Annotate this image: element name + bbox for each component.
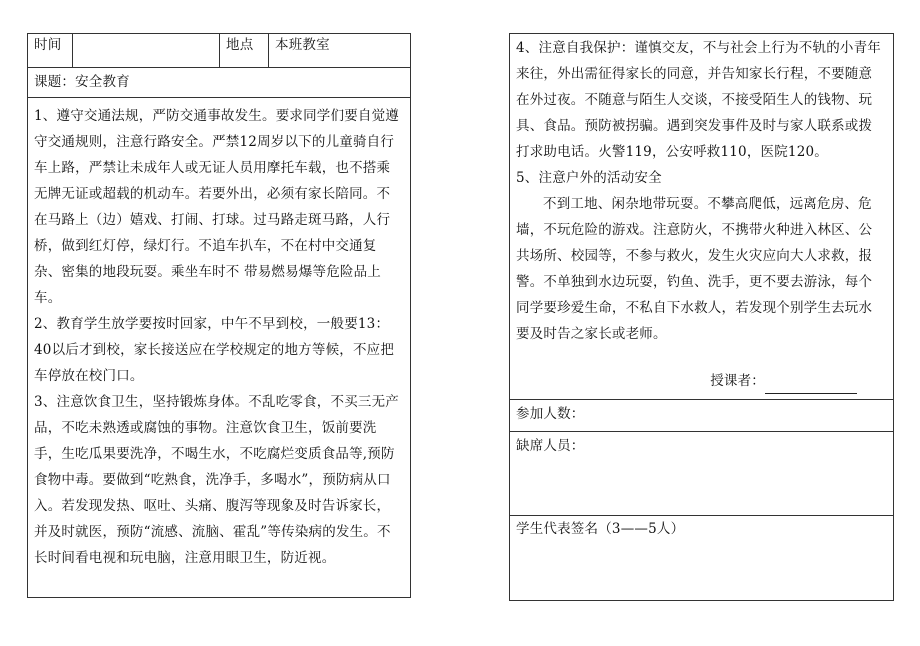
paragraph-outdoor-body: 不到工地、闲杂地带玩耍。不攀高爬低，远离危房、危墙，不玩危险的游戏。注意防火，不携带火种进入林区、公共场所、校园等，不参与救火，发生火灾应向大人求救，报警。不单独到水边玩耍，钓鱼、洗手，更不要去游泳，每个同学要珍爱生命，不私自下水救人，若发现个别学生去玩水要及时告之家长或老师。 (516, 196, 873, 342)
absent-label: 缺席人员： (516, 438, 585, 454)
signature-cell (510, 516, 894, 601)
right-lesson-table (509, 33, 894, 601)
paragraph-outdoor-title: 5、注意户外的活动安全 (516, 170, 662, 186)
right-content-cell (510, 34, 894, 400)
place-label: 地点 (226, 37, 254, 53)
signature-label: 学生代表签名（3——5人） (516, 521, 685, 537)
time-label-cell (28, 34, 73, 68)
topic-title: 课题：安全教育 (34, 74, 130, 90)
time-value-cell (73, 34, 220, 68)
teacher-label: 授课者： (710, 373, 765, 389)
place-value: 本班教室 (275, 37, 330, 53)
paragraph-traffic: 1、遵守交通法规，严防交通事故发生。要求同学们要自觉遵守交通规则，注意行路安全。严禁12周岁以下的儿童骑自行车上路，严禁让未成年人或无证人员用摩托车载，也不搭乘无牌无证或超载的机动车。若要外出，必须有家长陪同。不在马路上（边）嬉戏、打闹、打球。过马路走斑马路，人行桥，做到红灯停，绿灯行。不追车扒车，不在村中交通复杂、密集的地段玩耍。乘坐车时不 带易燃易爆等危险品上车。 (34, 108, 399, 306)
left-lesson-table (27, 33, 411, 598)
teacher-signature-line (765, 375, 857, 394)
time-label: 时间 (34, 37, 62, 53)
paragraph-food-hygiene: 3、注意饮食卫生，坚持锻炼身体。不乱吃零食，不买三无产品，不吃未熟透或腐蚀的事物。注意饮食卫生，饭前要洗手，生吃瓜果要洗净，不喝生水，不吃腐烂变质食品等,预防食物中毒。要做到“吃熟食，洗净手，多喝水”，预防病从口入。若发现发热、呕吐、头痛、腹泻等现象及时告诉家长，并及时就医，预防“流感、流脑、霍乱”等传染病的发生。不长时间看电视和玩电脑，注意用眼卫生，防近视。 (34, 394, 399, 566)
teacher-line (516, 368, 885, 394)
paragraph-self-protection: 4、注意自我保护：谨慎交友，不与社会上行为不轨的小青年来往，外出需征得家长的同意，并告知家长行程，不要随意在外过夜。不随意与陌生人交谈，不接受陌生人的钱物、玩具、食品。预防被拐骗。遇到突发事件及时与家人联系或拨打求助电话。火警119，公安呼救110，医院120。 (516, 40, 881, 160)
absent-cell (510, 432, 894, 516)
place-value-cell (269, 34, 411, 68)
attendees-cell (510, 400, 894, 432)
content-cell (28, 98, 411, 598)
topic-cell (28, 68, 411, 98)
paragraph-school-hours: 2、教育学生放学要按时回家，中午不早到校，一般要13：40以后才到校，家长接送应在学校规定的地方等候，不应把车停放在校门口。 (34, 316, 395, 384)
place-label-cell (220, 34, 269, 68)
attendees-label: 参加人数： (516, 406, 585, 422)
